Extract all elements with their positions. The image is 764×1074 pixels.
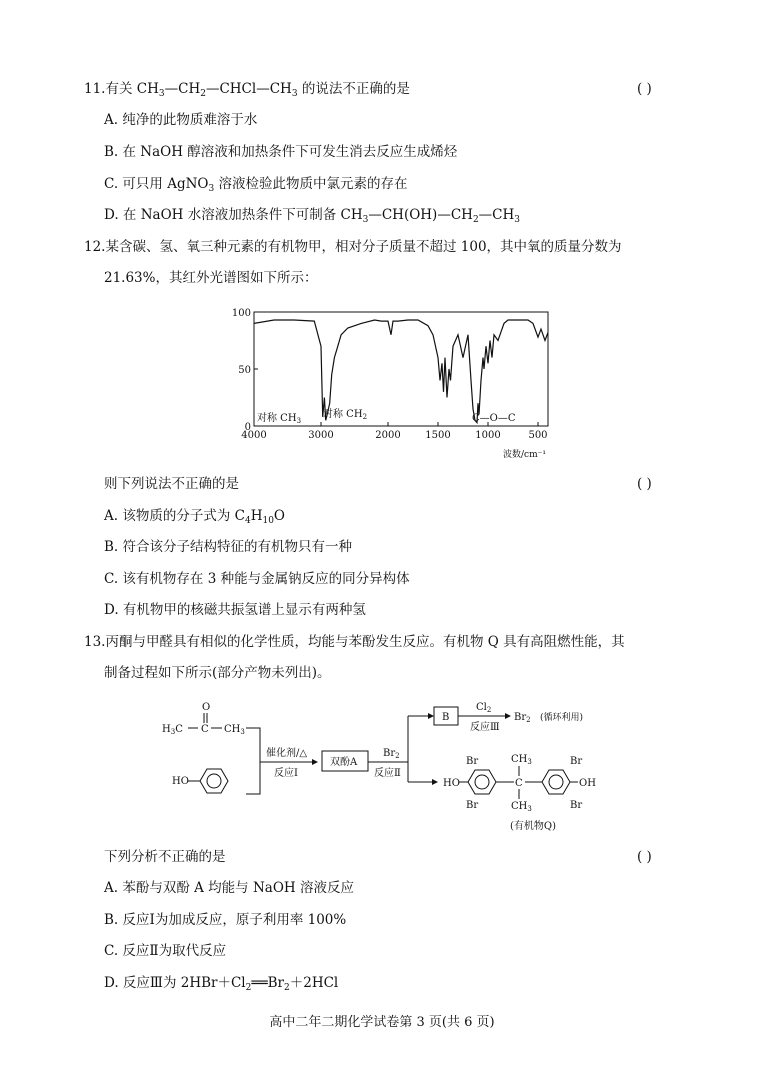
recycle-note: (循环利用) xyxy=(540,713,584,723)
y-tick-label: 100 xyxy=(231,308,251,319)
q-label: (有机物Q) xyxy=(510,821,557,832)
q12-stem-line1: 12.某含碳、氢、氧三种元素的有机物甲，相对分子质量不超过 100，其中氧的质量分数为 xyxy=(84,239,622,255)
q-oh: OH xyxy=(579,778,596,789)
annotation-ch3: 对称 $CH_3$ xyxy=(257,413,302,425)
x-tick-label: 4000 xyxy=(241,430,267,441)
br2-product: $Br_2$ xyxy=(514,712,531,724)
q13-option-d: D. 反应Ⅲ为 $2HBr+Cl_2══Br_2+2HCl$ xyxy=(104,975,339,993)
q-ch3-bottom: $CH_3$ xyxy=(511,801,532,813)
q11-option-c: C. 可只用 AgNO$_3$ 溶液检验此物质中氯元素的存在 xyxy=(104,176,408,194)
q-br-bottom-left: Br xyxy=(466,800,479,811)
reaction3-label: 反应Ⅲ xyxy=(470,722,500,733)
y-tick-label: 50 xyxy=(238,365,251,376)
q12-stem-line2: 21.63%，其红外光谱图如下所示： xyxy=(104,270,318,286)
chart-frame xyxy=(254,312,548,426)
x-tick-label: 3000 xyxy=(308,430,334,441)
q11-option-d: D. 在 NaOH 水溶液加热条件下可制备 $CH_3—CH(OH)—CH_2—CH_3$ xyxy=(104,207,521,225)
q11-answer-paren[interactable]: ( ) xyxy=(637,81,652,97)
q-central-carbon: C xyxy=(515,778,523,789)
reaction1-condition: 催化剂/△ xyxy=(266,748,308,759)
x-axis-ticks xyxy=(241,422,547,441)
ir-spectrum-line xyxy=(254,320,548,423)
acetone-ch3: $CH_3$ xyxy=(224,724,245,736)
q11-option-a: A. 纯净的此物质难溶于水 xyxy=(104,112,258,128)
q11-stem: 11.有关 $CH_3—CH_2—CHCl—CH_3$ 的说法不正确的是 xyxy=(84,81,410,99)
q-br-bottom-right: Br xyxy=(570,800,583,811)
x-tick-label: 2000 xyxy=(375,430,401,441)
q12-answer-paren[interactable]: ( ) xyxy=(637,476,652,492)
y-tick-label: 0 xyxy=(244,422,251,433)
q13-option-c: C. 反应Ⅱ为取代反应 xyxy=(104,943,227,959)
ir-spectrum-chart xyxy=(228,300,558,460)
q13-option-a: A. 苯酚与双酚 A 均能与 NaOH 溶液反应 xyxy=(104,880,354,896)
q13-answer-paren[interactable]: ( ) xyxy=(637,849,652,865)
reaction2-label: 反应Ⅱ xyxy=(374,768,401,779)
br2-reagent: $Br_2$ xyxy=(383,748,400,760)
acetone-structure xyxy=(162,702,245,736)
annotation-ch2: 对称 $CH_2$ xyxy=(323,409,368,421)
x-tick-label: 500 xyxy=(528,430,548,441)
q11-option-b: B. 在 NaOH 醇溶液和加热条件下可发生消去反应生成烯烃 xyxy=(104,144,458,160)
acetone-carbon: C xyxy=(201,724,209,735)
q12-question: 则下列说法不正确的是 xyxy=(104,476,239,492)
q-br-top-right: Br xyxy=(570,756,583,767)
x-axis-label: 波数/cm⁻¹ xyxy=(503,450,546,460)
b-label: B xyxy=(442,712,450,723)
product-q-structure xyxy=(443,754,596,832)
q-br-top-left: Br xyxy=(466,756,479,767)
q12-option-d: D. 有机物甲的核磁共振氢谱上显示有两种氢 xyxy=(104,602,366,618)
acetone-h3c: $H_3C$ xyxy=(162,724,183,736)
reaction1-label: 反应Ⅰ xyxy=(274,768,298,779)
q-ho: HO xyxy=(443,778,460,789)
q13-option-b: B. 反应Ⅰ为加成反应，原子利用率 100% xyxy=(104,912,347,928)
q12-option-a: A. 该物质的分子式为 $C_4H_{10}O$ xyxy=(104,508,285,526)
bisphenol-a-label: 双酚A xyxy=(330,757,358,768)
q-ch3-top: $CH_3$ xyxy=(511,754,532,766)
q12-option-c: C. 该有机物存在 3 种能与金属钠反应的同分异构体 xyxy=(104,571,410,587)
acetone-oxygen: O xyxy=(202,702,211,713)
phenol-structure xyxy=(172,769,228,793)
reactant-bracket xyxy=(246,728,260,794)
page-footer: 高中二年二期化学试卷第 3 页(共 6 页) xyxy=(269,1015,495,1030)
q13-question: 下列分析不正确的是 xyxy=(104,849,226,865)
reaction-scheme xyxy=(160,696,630,836)
cl2-reagent: $Cl_2$ xyxy=(476,702,492,714)
q13-stem-line2: 制备过程如下所示(部分产物未列出)。 xyxy=(104,665,331,681)
x-tick-label: 1500 xyxy=(425,430,451,441)
q12-option-b: B. 符合该分子结构特征的有机物只有一种 xyxy=(104,539,353,555)
phenol-ho: HO xyxy=(172,776,189,787)
annotation-coc: C—O—C xyxy=(472,413,516,424)
x-tick-label: 1000 xyxy=(475,430,501,441)
q13-stem-line1: 13.丙酮与甲醛具有相似的化学性质，均能与苯酚发生反应。有机物 Q 具有高阻燃性能，其 xyxy=(84,634,625,650)
